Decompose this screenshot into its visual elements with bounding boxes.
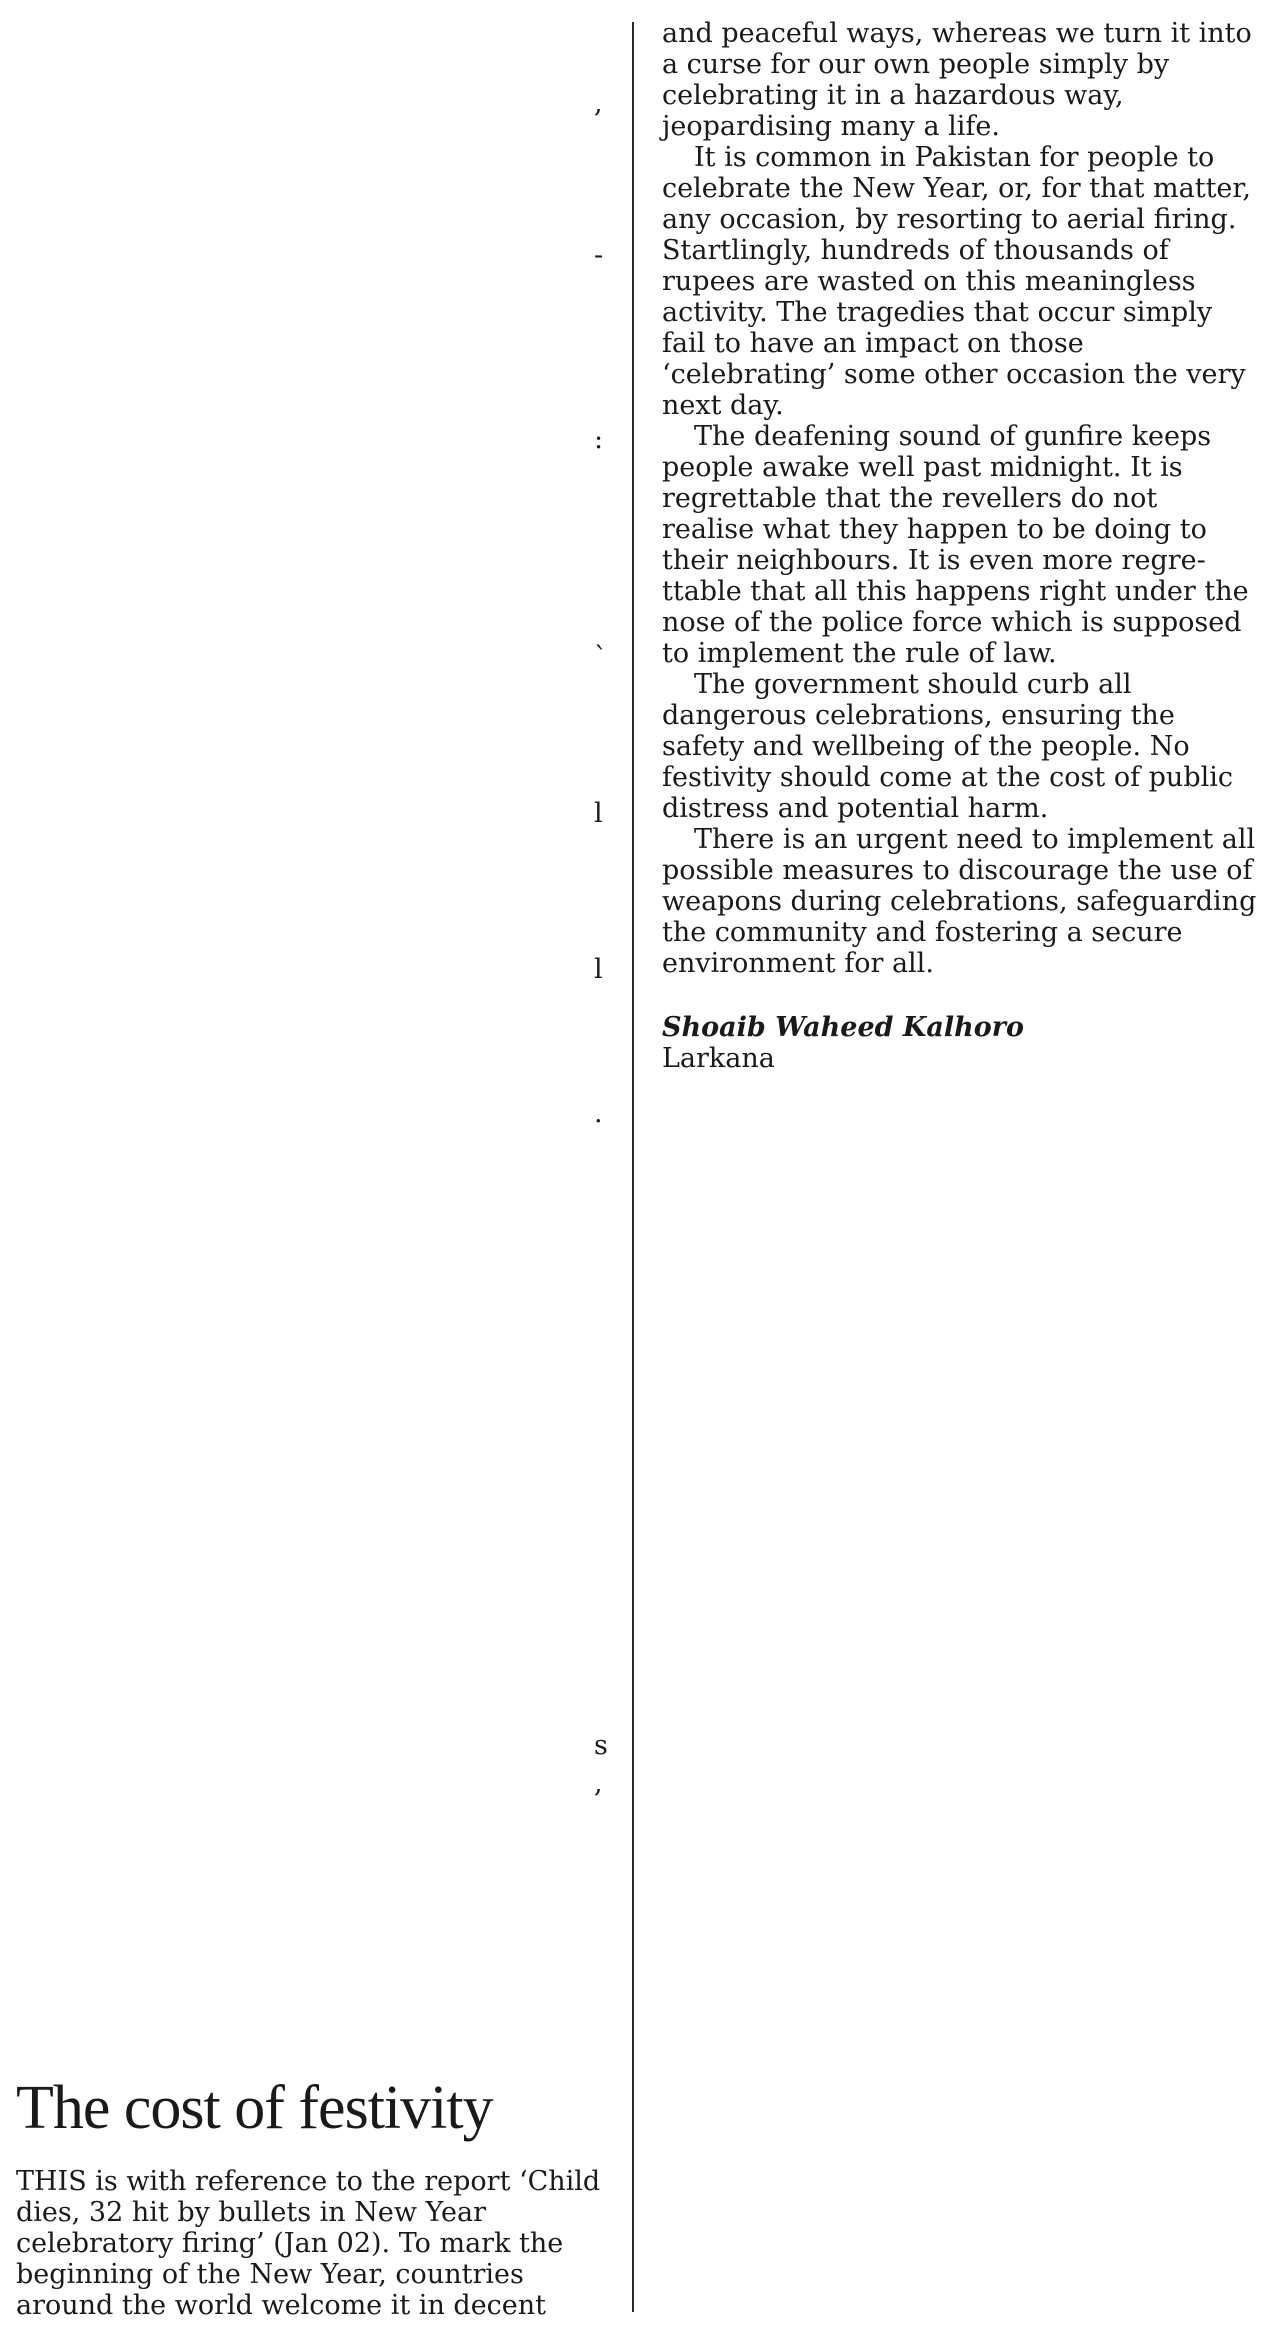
clipped-text-fragment: s [594,1730,608,1761]
letter-paragraph: The government should curb all dangerous celebrations, ensuring the safety and wellbeing of the people. No festivity should come at the cost of public distress and potential harm. [662,669,1233,824]
clipped-text-fragment: , [594,88,603,119]
letter-intro-paragraph: THIS is with reference to the report ‘Child dies, 32 hit by bullets in New Year celebratory firing’ (Jan 02). To mark the beginning of the New Year, countries around the world welcome it in decent [16,2166,601,2321]
letter-continuation-column [662,18,1257,1074]
author-city: Larkana [662,1043,775,1074]
clipped-text-fragment: : [594,424,604,455]
letter-paragraph: There is an urgent need to implement all possible measures to discourage the use of weapons during celebrations, safeguarding the community and fostering a secure environment for all. [662,824,1257,979]
clipped-text-fragment: ` [594,642,608,673]
clipped-text-fragment: · [594,1106,603,1137]
column-divider [632,22,634,2312]
letter-continuation-paragraph: and peaceful ways, whereas we turn it into a curse for our own people simply by celebrating it in a hazardous way, jeopardising many a life. [662,18,1252,142]
letter-paragraph: It is common in Pakistan for people to celebrate the New Year, or, for that matter, any occasion, by resorting to aerial firing. Startlingly, hundreds of thousands of rupees are wasted on this meaningless activity. The tragedies that occur simply fail to have an impact on those ‘celebrating’ some other occasion the very next day. [662,142,1251,421]
clipped-text-fragment: , [594,1768,603,1799]
letter-paragraph: The deafening sound of gunfire keeps people awake well past midnight. It is regrettable that the revellers do not realise what they happen to be doing to their neighbours. It is even more regre-ttable that all this happens right under the nose of the police force which is supposed to implement the rule of law. [662,421,1249,669]
author-name: Shoaib Waheed Kalhoro [662,1012,1024,1043]
clipped-text-fragment: - [594,240,604,271]
clipped-text-fragment: l [594,954,603,985]
clipped-text-fragment: l [594,798,603,829]
letter-signature [662,1012,1257,1074]
letter-start-column [16,2068,616,2321]
letter-headline: The cost of festivity [16,2074,493,2142]
